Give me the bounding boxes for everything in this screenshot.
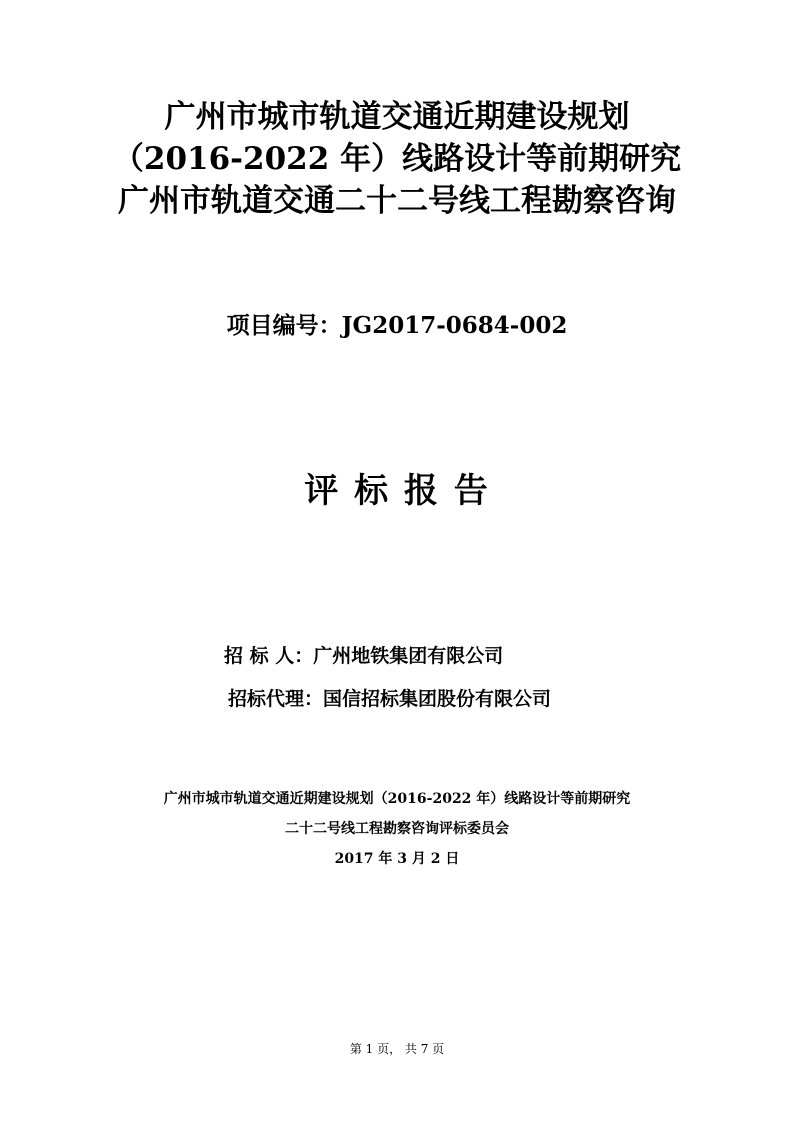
committee-date: 2017 年 3 月 2 日 — [334, 851, 460, 867]
committee-signature — [0, 784, 794, 874]
tenderer-label: 招 标 人： — [224, 645, 314, 667]
tenderer-row — [224, 642, 503, 670]
committee-line-1: 广州市城市轨道交通近期建设规划（2016-2022 年）线路设计等前期研究 — [163, 791, 631, 807]
document-title — [0, 96, 794, 222]
tenderer-value: 广州地铁集团有限公司 — [313, 645, 504, 667]
project-number-label: 项目编号： — [226, 312, 342, 339]
report-title: 评 标 报 告 — [304, 471, 490, 511]
agent-label: 招标代理： — [228, 688, 324, 710]
committee-line-2: 二十二号线工程勘察咨询评标委员会 — [285, 821, 509, 837]
page-footer: 第 1 页， 共 7 页 — [349, 1042, 445, 1056]
project-number-value: JG2017-0684-002 — [341, 312, 568, 339]
agent-row — [228, 685, 551, 713]
title-line-1: 广州市城市轨道交通近期建设规划 — [164, 99, 630, 135]
title-line-2: （2016-2022 年）线路设计等前期研究 — [112, 141, 682, 177]
project-number — [0, 310, 794, 342]
title-line-3: 广州市轨道交通二十二号线工程勘察咨询 — [118, 183, 676, 219]
agent-value: 国信招标集团股份有限公司 — [323, 688, 552, 710]
